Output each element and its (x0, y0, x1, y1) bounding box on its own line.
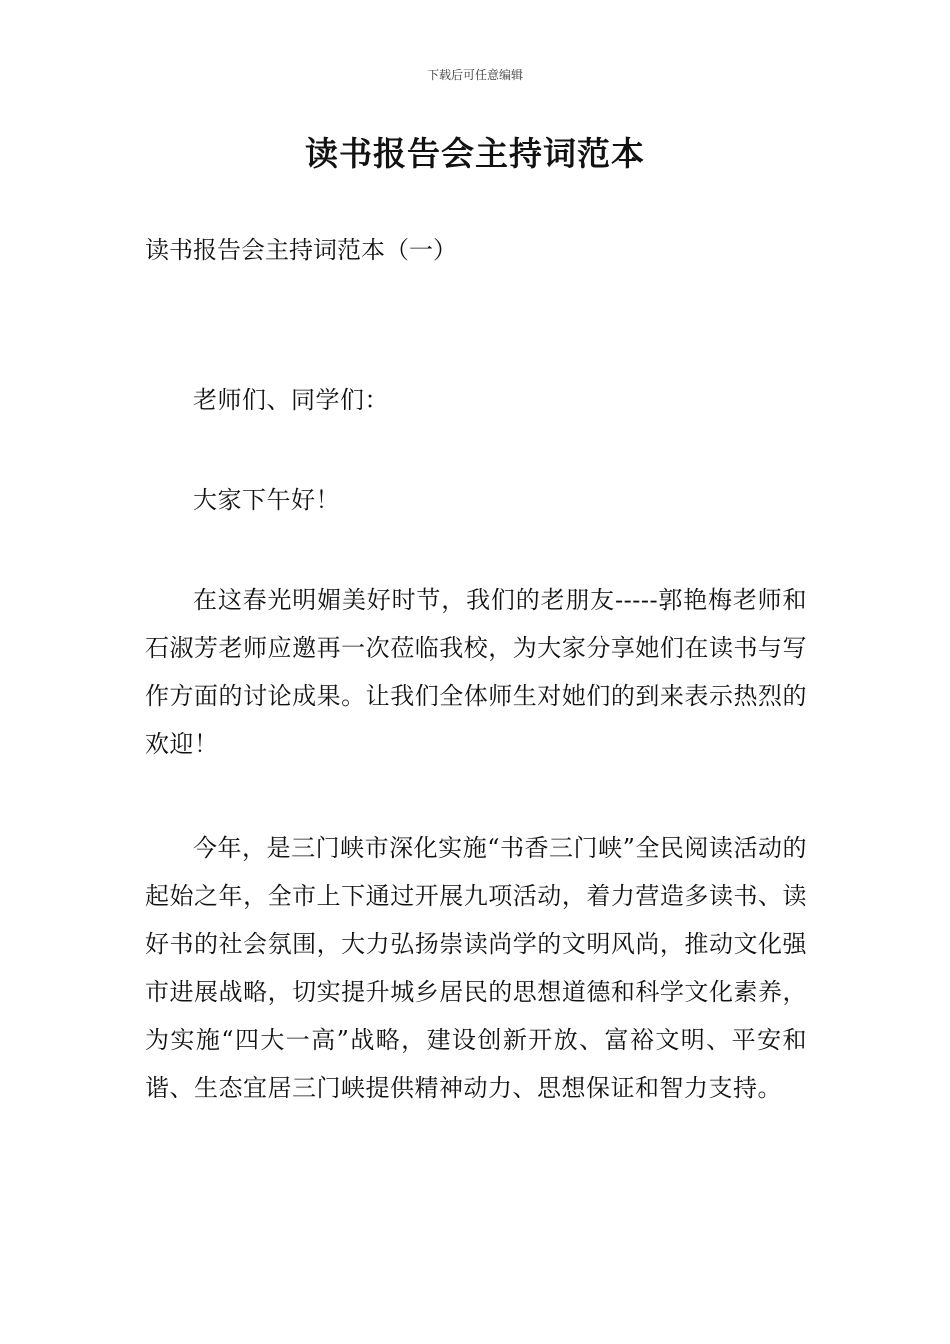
body-paragraph-welcome: 在这春光明媚美好时节，我们的老朋友-----郭艳梅老师和石淑芳老师应邀再一次莅临我校，为大家分享她们在读书与写作方面的讨论成果。让我们全体师生对她们的到来表示热烈的欢迎！ (145, 586, 807, 758)
document-title: 读书报告会主持词范本 (305, 134, 645, 173)
greeting-paragraph: 老师们、同学们： (193, 386, 389, 414)
body-paragraph-reading-campaign: 今年，是三门峡市深化实施“书香三门峡”全民阅读活动的起始之年，全市上下通过开展九项活动，着力营造多读书、读好书的社会氛围，大力弘扬崇读尚学的文明风尚，推动文化强市进展战略，切实提升城乡居民的思想道德和科学文化素养，为实施“四大一高”战略，建设创新开放、富裕文明、平安和谐、生态宜居三门峡提供精神动力、思想保证和智力支持。 (145, 834, 807, 1102)
header-note: 下载后可任意编辑 (426, 68, 523, 82)
section-heading: 读书报告会主持词范本（一） (145, 236, 457, 264)
salutation-paragraph: 大家下午好！ (193, 486, 340, 514)
